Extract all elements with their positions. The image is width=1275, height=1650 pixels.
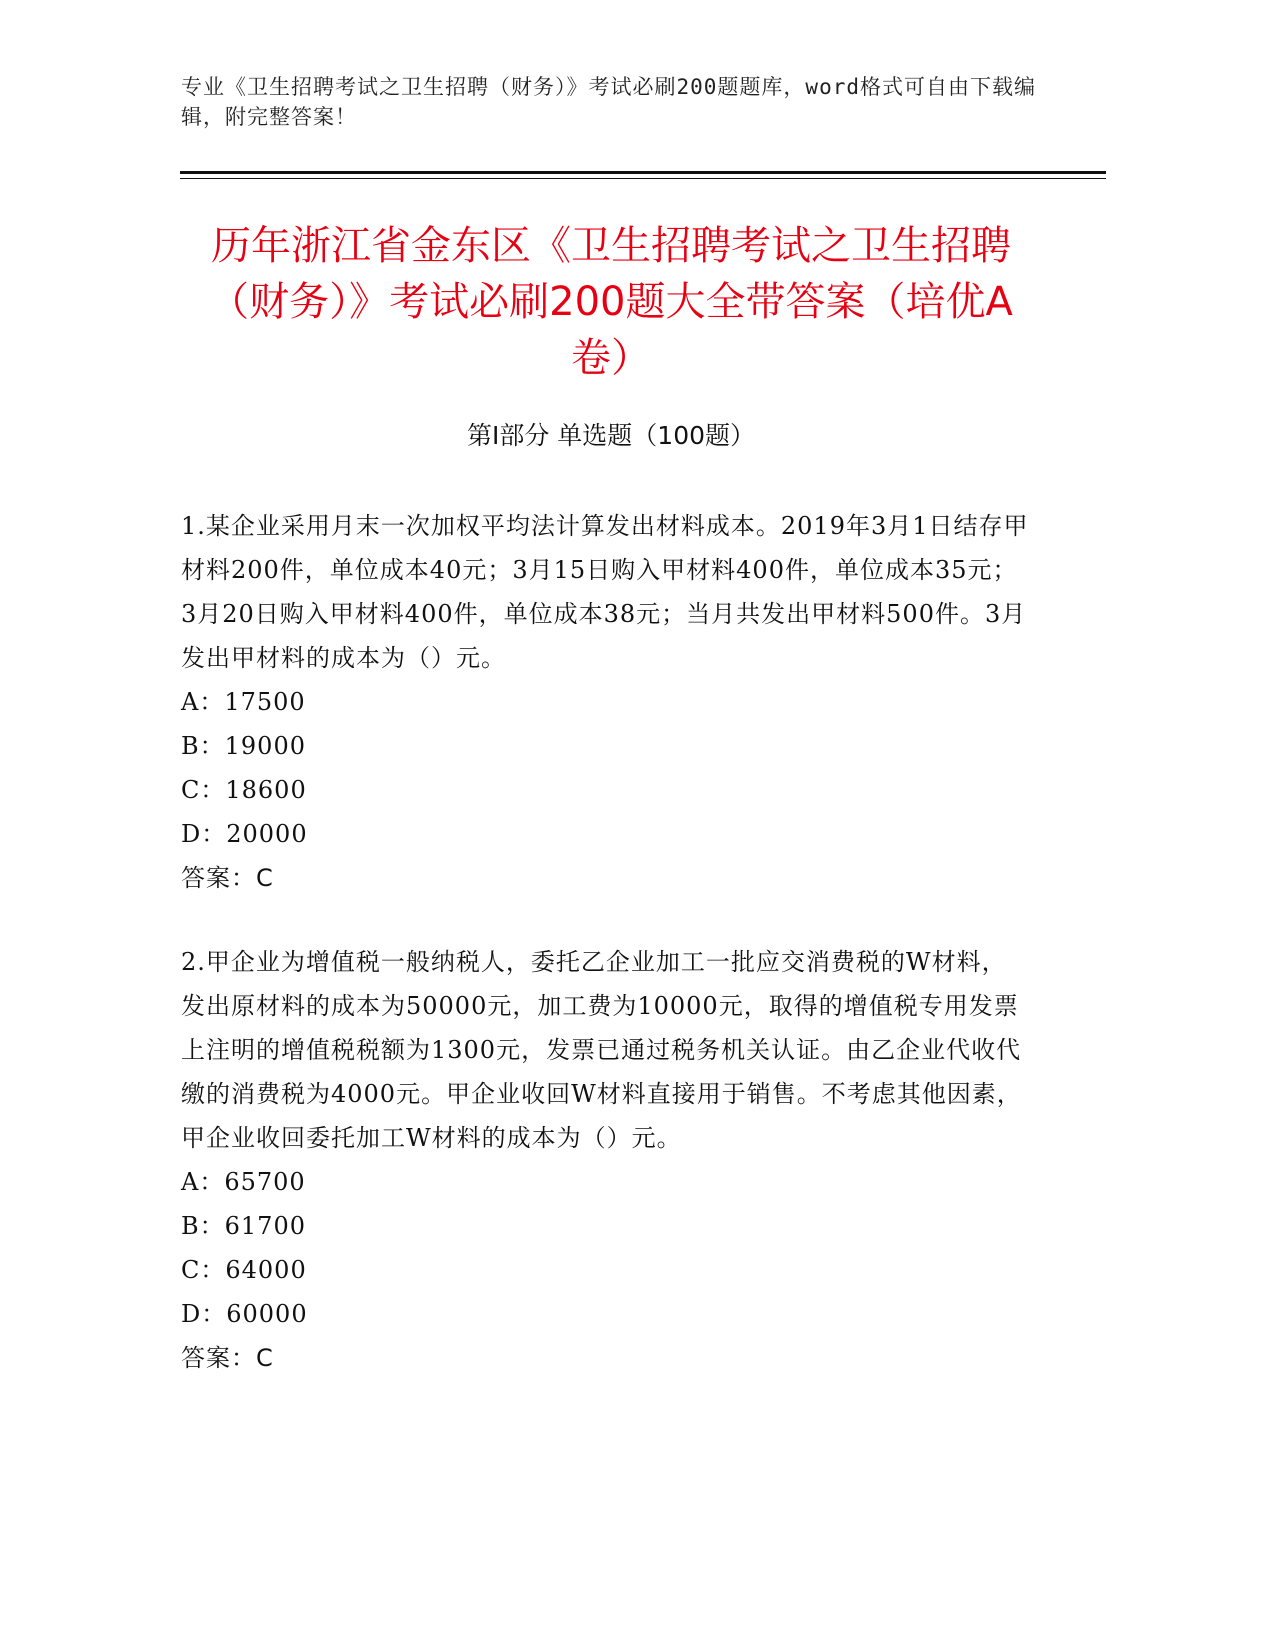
header-rule-thin xyxy=(180,178,1106,179)
question-text: 1.某企业采用月末一次加权平均法计算发出材料成本。2019年3月1日结存甲材料200件，单位成本40元；3月15日购入甲材料400件，单位成本35元；3月20日购入甲材料400件，单位成本38元；当月共发出甲材料500件。3月发出甲材料的成本为（）元。 xyxy=(181,512,1029,672)
question-2 xyxy=(181,940,1029,1380)
option-c: C：64000 xyxy=(181,1256,307,1284)
document-title: 历年浙江省金东区《卫生招聘考试之卫生招聘（财务）》考试必刷200题大全带答案（培优A卷） xyxy=(209,223,1013,381)
option-b: B：61700 xyxy=(181,1212,306,1240)
option-a: A：65700 xyxy=(181,1168,306,1196)
option-b: B：19000 xyxy=(181,732,306,760)
option-d: D：60000 xyxy=(181,1300,308,1328)
option-a: A：17500 xyxy=(181,688,306,716)
header-rule-thick xyxy=(180,171,1106,174)
question-1 xyxy=(181,504,1029,900)
header-note: 专业《卫生招聘考试之卫生招聘（财务）》考试必刷200题题库，word格式可自由下载编辑，附完整答案！ xyxy=(181,75,1036,129)
option-d: D：20000 xyxy=(181,820,308,848)
option-c: C：18600 xyxy=(181,776,307,804)
answer-label: 答案：C xyxy=(181,1344,274,1372)
question-text: 2.甲企业为增值税一般纳税人，委托乙企业加工一批应交消费税的W材料，发出原材料的成本为50000元，加工费为10000元，取得的增值税专用发票上注明的增值税税额为1300元，发票已通过税务机关认证。由乙企业代收代缴的消费税为4000元。甲企业收回W材料直接用于销售。不考虑其他因素，甲企业收回委托加工W材料的成本为（）元。 xyxy=(181,948,1022,1152)
answer-label: 答案：C xyxy=(181,864,274,892)
section-title: 第Ⅰ部分 单选题（100题） xyxy=(466,421,756,450)
